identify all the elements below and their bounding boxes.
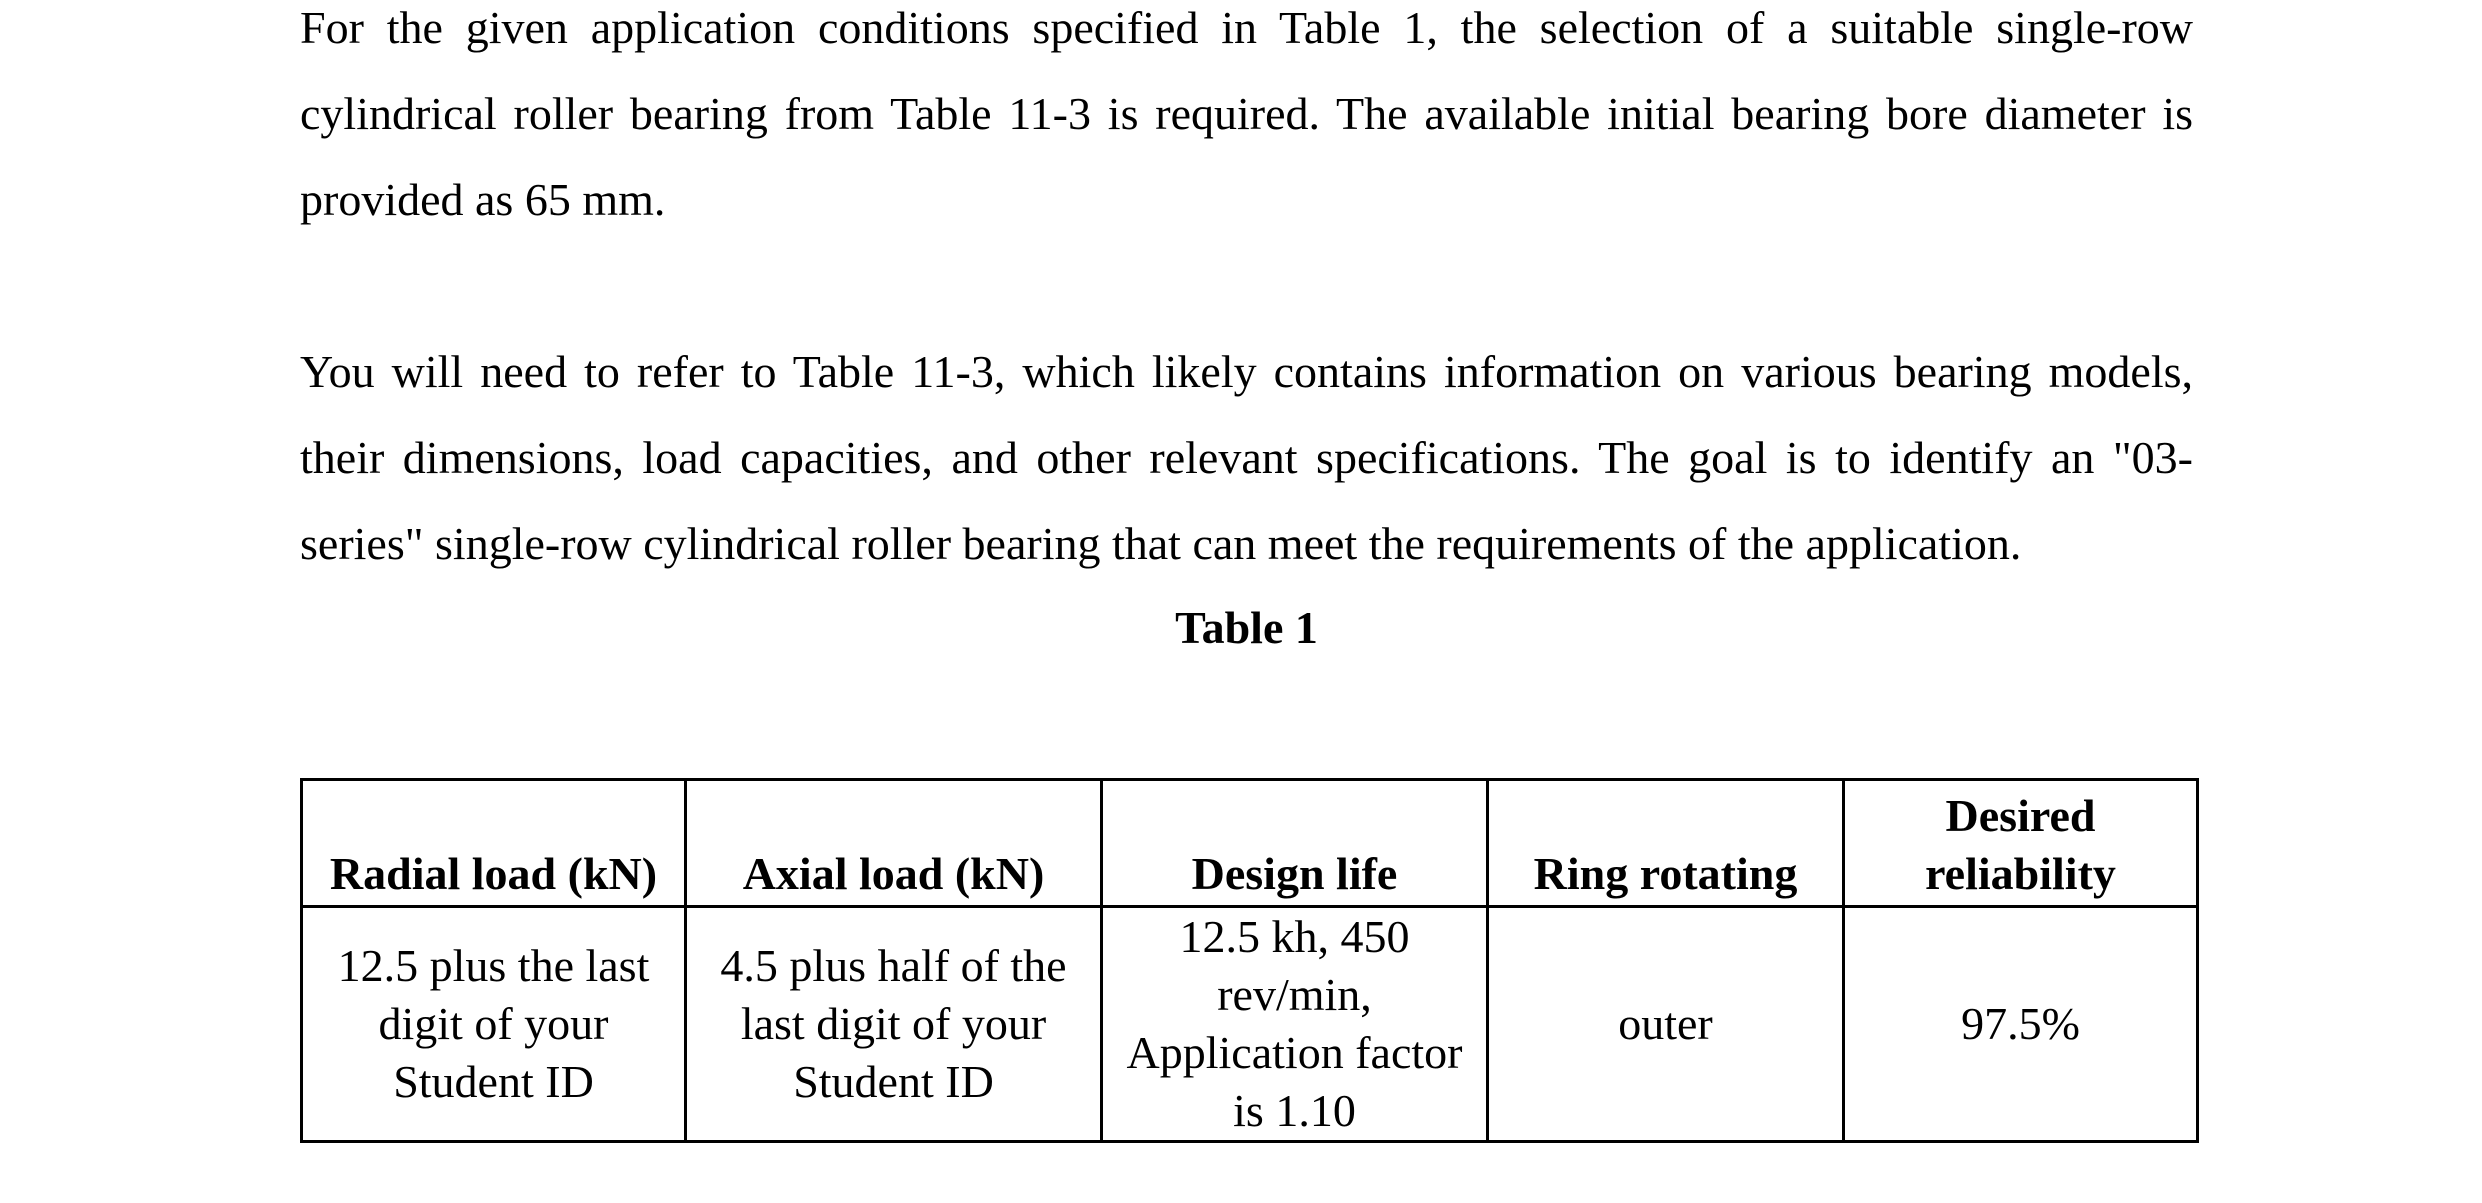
cell-design-life: 12.5 kh, 450 rev/min, Application factor is 1.10 — [1102, 907, 1488, 1142]
header-desired-reliability: Desired reliability — [1844, 780, 2198, 907]
table-row — [302, 907, 2198, 1142]
cell-axial-load: 4.5 plus half of the last digit of your Student ID — [686, 907, 1102, 1142]
cell-desired-reliability: 97.5% — [1844, 907, 2198, 1142]
cell-ring-rotating: outer — [1488, 907, 1844, 1142]
header-ring-rotating: Ring rotating — [1488, 780, 1844, 907]
document-page — [300, 0, 2193, 671]
table-header-row — [302, 780, 2198, 907]
paragraph-intro: For the given application conditions specified in Table 1, the selection of a suitable single-row cylindrical roller bearing from Table 11-3 is required. The available initial bearing bore diameter is provided as 65 mm. — [300, 2, 2193, 225]
header-axial-load: Axial load (kN) — [686, 780, 1102, 907]
header-radial-load: Radial load (kN) — [302, 780, 686, 907]
header-design-life: Design life — [1102, 780, 1488, 907]
table-title: Table 1 — [1175, 602, 1318, 653]
cell-radial-load: 12.5 plus the last digit of your Student ID — [302, 907, 686, 1142]
application-conditions-table — [300, 778, 2199, 1143]
paragraph-instructions: You will need to refer to Table 11-3, which likely contains information on various bearing models, their dimensions, load capacities, and other relevant specifications. The goal is to identify an "03-series" single-row cylindrical roller bearing that can meet the requirements of the application. — [300, 346, 2193, 569]
